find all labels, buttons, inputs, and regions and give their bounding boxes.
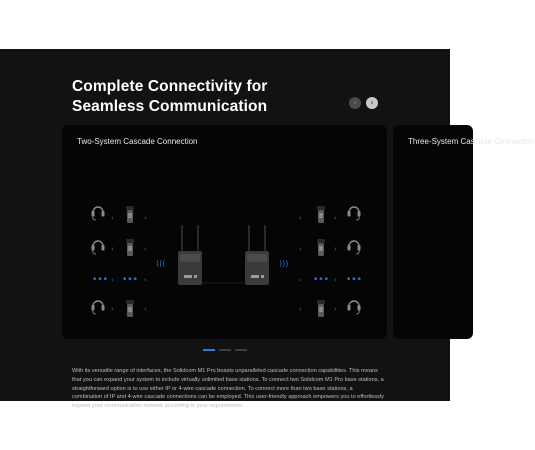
left-beltpack-row-2 <box>126 239 134 256</box>
base-station-right <box>245 225 269 285</box>
left-beltpack-row-1 <box>126 206 134 223</box>
arrow-right-icon: › <box>334 214 337 222</box>
arrow-right-icon: › <box>299 276 302 284</box>
arrow-left-icon: ‹ <box>144 245 147 253</box>
left-more-dots: ••• <box>92 275 108 285</box>
right-more-dots: ••• <box>346 275 362 285</box>
chevron-left-icon: ‹ <box>353 98 357 107</box>
arrow-right-icon: › <box>299 245 302 253</box>
arrow-right-icon: › <box>334 305 337 313</box>
arrow-left-icon: ‹ <box>144 305 147 313</box>
pagination-dot-3[interactable] <box>235 349 247 351</box>
slide-title: Three-System Cascade Connection <box>408 137 535 146</box>
carousel-slide-three-system[interactable] <box>393 125 535 339</box>
right-beltpack-row-2 <box>317 239 325 256</box>
section-title-line-2: Seamless Communication <box>72 98 268 115</box>
right-headset-row-2 <box>348 241 361 254</box>
right-beltpack-row-1 <box>317 206 325 223</box>
description-text: With its versatile range of interfaces, the Solidcom M1 Pro boasts unparalleled cascade connection capabilities. This means that you can expand your system to include virtually unlimited base stations. To connect two Solidcom M1 Pro base stations, a straightforward option is to use either IP or 4-wire cascade connection. To connect more than two base stations, a combination of IP and 4-wire cascade connections can be employed. This user-friendly approach empowers you to effortlessly expand your communication network according to your requirements. <box>72 368 384 410</box>
carousel-slide-two-system <box>62 125 387 339</box>
carousel-next-button[interactable] <box>366 97 378 109</box>
pagination-dot-1[interactable] <box>203 349 215 351</box>
section-title-line-1: Complete Connectivity for <box>72 78 268 95</box>
chevron-right-icon: › <box>370 98 374 107</box>
right-headset-row-4 <box>348 301 361 314</box>
pagination-dot-2[interactable] <box>219 349 231 351</box>
arrow-left-icon: ‹ <box>144 214 147 222</box>
base-station-left <box>178 225 202 285</box>
arrow-left-icon: ‹ <box>111 276 114 284</box>
left-more-dots: ••• <box>122 275 138 285</box>
right-beltpack-row-4 <box>317 300 325 317</box>
carousel-pagination <box>203 349 247 351</box>
left-headset-row-1 <box>92 207 105 220</box>
arrow-left-icon: ‹ <box>111 245 114 253</box>
wireless-signal-icon: ))) <box>279 259 289 268</box>
arrow-left-icon: ‹ <box>111 214 114 222</box>
right-headset-row-1 <box>348 207 361 220</box>
arrow-right-icon: › <box>334 276 337 284</box>
wireless-signal-icon: ((( <box>156 259 166 268</box>
right-more-dots: ••• <box>313 275 329 285</box>
arrow-right-icon: › <box>299 305 302 313</box>
arrow-left-icon: ‹ <box>144 276 147 284</box>
carousel-prev-button[interactable] <box>349 97 361 109</box>
cascade-diagram <box>62 125 387 339</box>
section-title <box>72 77 267 117</box>
left-headset-row-4 <box>92 301 105 314</box>
left-beltpack-row-4 <box>126 300 134 317</box>
arrow-right-icon: › <box>299 214 302 222</box>
arrow-right-icon: › <box>334 245 337 253</box>
slide-title: Two-System Cascade Connection <box>77 137 198 146</box>
left-headset-row-2 <box>92 241 105 254</box>
arrow-left-icon: ‹ <box>111 305 114 313</box>
connectivity-section <box>0 49 535 410</box>
